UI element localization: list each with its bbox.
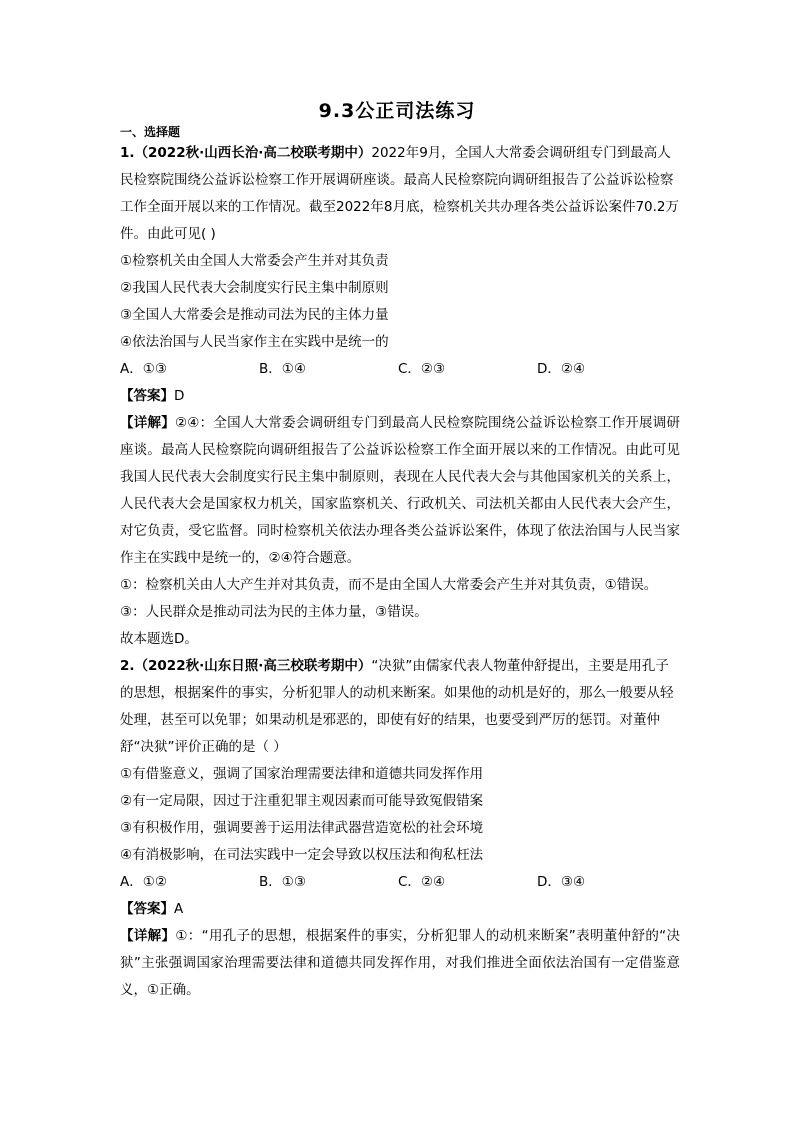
question-1-answer [120, 383, 680, 410]
question-1-choices [120, 356, 680, 383]
question-2-choice-d: D．③④ [537, 874, 586, 890]
question-2-source: 2.（2022秋·山东日照·高三校联考期中） [120, 658, 372, 674]
question-2-detail [120, 923, 680, 1004]
question-2-choice-b: B．①③ [259, 874, 306, 890]
answer-label: 【答案】 [120, 388, 174, 404]
question-1-choice-a: A．①③ [120, 361, 167, 377]
question-1-choice-b: B．①④ [259, 361, 306, 377]
question-2-option-4: ④有消极影响，在司法实践中一定会导致以权压法和徇私枉法 [120, 847, 484, 863]
answer-label: 【答案】 [120, 901, 174, 917]
answer-value: A [174, 901, 184, 917]
question-1-source: 1.（2022秋·山西长治·高二校联考期中） [120, 145, 372, 161]
detail-text: ①：“用孔子的思想，根据案件的事实，分析犯罪人的动机来断案”表明董仲舒的“决狱”主张强调国家治理需要法律和道德共同发挥作用，对我们推进全面依法治国有一定借鉴意义，①正确。 [120, 928, 680, 998]
question-1-option-3: ③全国人大常委会是推动司法为民的主体力量 [120, 307, 389, 323]
question-1-conclusion: 故本题选D。 [120, 631, 198, 647]
section-heading: 一、选择题 [120, 125, 181, 139]
question-2-choice-c: C．②④ [398, 874, 446, 890]
question-1-choice-c: C．②③ [398, 361, 446, 377]
question-2-answer [120, 896, 680, 923]
question-2-text: “决狱”由儒家代表人物董仲舒提出，主要是用孔子的思想，根据案件的事实，分析犯罪人的动机来断案。如果他的动机是好的，那么一般要从轻处理，甚至可以免罪；如果动机是邪恶的，即使有好的结果，也要受到严厉的惩罚。对董仲舒“决狱”评价正确的是（ ） [120, 658, 674, 755]
question-1-option-1: ①检察机关由全国人大常委会产生并对其负责 [120, 253, 389, 269]
question-1-detail-line-1: ①：检察机关由人大产生并对其负责，而不是由全国人大常委会产生并对其负责，①错误。 [120, 577, 658, 593]
question-2-choices [120, 869, 680, 896]
document-content [120, 124, 680, 1004]
question-1-option-4: ④依法治国与人民当家作主在实践中是统一的 [120, 334, 389, 350]
question-2-stem [120, 653, 680, 761]
question-2-choice-a: A．①② [120, 874, 167, 890]
question-1-detail [120, 410, 680, 572]
question-2-option-2: ②有一定局限，因过于注重犯罪主观因素而可能导致冤假错案 [120, 793, 484, 809]
detail-text: ②④：全国人大常委会调研组专门到最高人民检察院围绕公益诉讼检察工作开展调研座谈。最高人民检察院向调研组报告了公益诉讼检察工作全面开展以来的工作情况。由此可见我国人民代表大会制度实行民主集中制原则，表现在人民代表大会与其他国家机关的关系上，人民代表大会是国家权力机关，国家监察机关、行政机关、司法机关都由人民代表大会产生，对它负责，受它监督。同时检察机关依法办理各类公益诉讼案件，体现了依法治国与人民当家作主在实践中是统一的，②④符合题意。 [120, 415, 680, 566]
question-1-text: 2022年9月，全国人大常委会调研组专门到最高人民检察院围绕公益诉讼检察工作开展调研座谈。最高人民检察院向调研组报告了公益诉讼检察工作全面开展以来的工作情况。截至2022年8月底，检察机关共办理各类公益诉讼案件70.2万件。由此可见( ) [120, 145, 680, 242]
detail-label: 【详解】 [120, 928, 176, 944]
question-1-detail-line-2: ③：人民群众是推动司法为民的主体力量，③错误。 [120, 604, 428, 620]
question-1-stem [120, 140, 680, 248]
question-1-option-2: ②我国人民代表大会制度实行民主集中制原则 [120, 280, 389, 296]
page-title: 9.3公正司法练习 [318, 100, 476, 122]
question-2-option-1: ①有借鉴意义，强调了国家治理需要法律和道德共同发挥作用 [120, 766, 484, 782]
answer-value: D [174, 388, 185, 404]
question-1-choice-d: D．②④ [537, 361, 586, 377]
question-2-option-3: ③有积极作用，强调要善于运用法律武器营造宽松的社会环境 [120, 820, 484, 836]
detail-label: 【详解】 [120, 415, 175, 431]
